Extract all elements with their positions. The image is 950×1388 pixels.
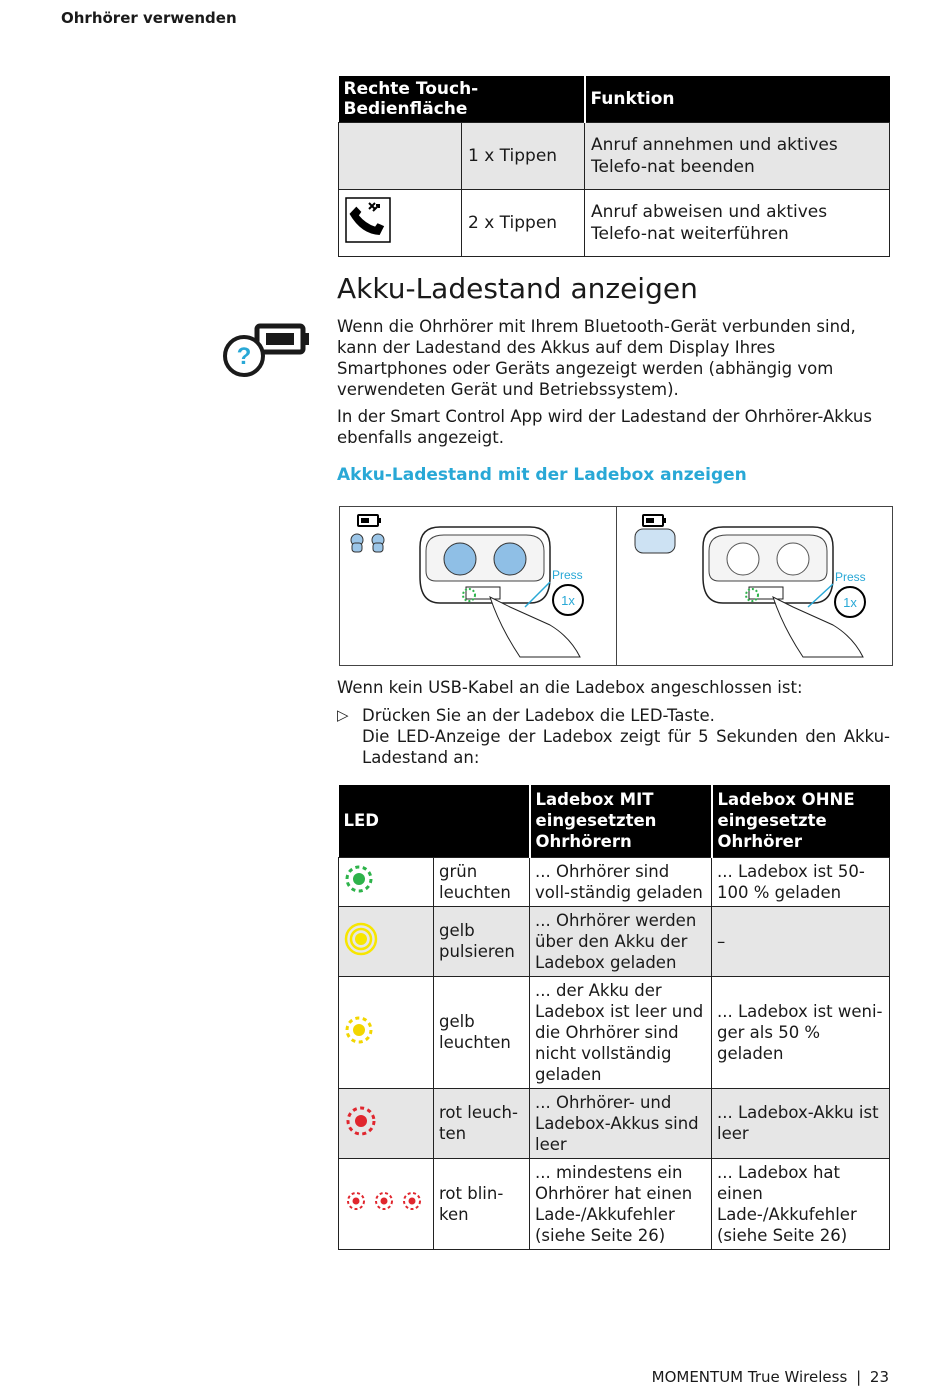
led-state-cell: gelb pulsieren bbox=[434, 906, 530, 976]
table-row bbox=[339, 906, 890, 976]
led-icon-cell bbox=[339, 906, 434, 976]
table-row bbox=[339, 1158, 890, 1249]
svg-text:1x: 1x bbox=[843, 595, 857, 610]
paragraph: In der Smart Control App wird der Ladestand der Ohrhörer-Akkus ebenfalls angezeigt. bbox=[337, 407, 872, 447]
function-cell: Anruf annehmen und aktives Telefo-nat beenden bbox=[585, 123, 890, 190]
page-number: 23 bbox=[869, 1368, 889, 1386]
led-state-cell: gelb leuchten bbox=[434, 976, 530, 1088]
section-title: Akku-Ladestand anzeigen bbox=[337, 272, 698, 305]
led-state-cell: rot leuch-ten bbox=[434, 1088, 530, 1158]
with-earbuds-cell: ... mindestens ein Ohrhörer hat einen Lade-/Akkufehler (siehe Seite 26) bbox=[530, 1158, 712, 1249]
led-icon-cell bbox=[339, 1158, 434, 1249]
led-icon-cell bbox=[339, 1088, 434, 1158]
table-row bbox=[339, 976, 890, 1088]
step-instruction: Drücken Sie an der Ladebox die LED-Taste. bbox=[362, 706, 715, 725]
led-yellow-pulse-icon bbox=[344, 922, 378, 956]
call-reject-icon bbox=[345, 197, 391, 243]
function-cell: Anruf abweisen und aktives Telefo-nat weiterführen bbox=[585, 190, 890, 257]
step-result: Die LED-Anzeige der Ladebox zeigt für 5 Sekunden den Akku-Ladestand an: bbox=[362, 727, 890, 767]
product-name: MOMENTUM True Wireless bbox=[651, 1368, 848, 1386]
with-earbuds-cell: ... der Akku der Ladebox ist leer und die Ohrhörer sind nicht vollständig geladen bbox=[530, 976, 712, 1088]
led-yellow-icon bbox=[344, 1015, 374, 1045]
table-row bbox=[339, 1088, 890, 1158]
svg-text:Press: Press bbox=[835, 570, 866, 584]
led-icon-cell bbox=[339, 976, 434, 1088]
table-row bbox=[339, 190, 890, 257]
running-header: Ohrhörer verwenden bbox=[61, 9, 237, 27]
case-empty-illustration bbox=[617, 507, 892, 665]
led-state-cell: grün leuchten bbox=[434, 857, 530, 906]
table-header-touch: Rechte Touch-Bedienfläche bbox=[339, 76, 585, 123]
svg-text:?: ? bbox=[236, 343, 252, 370]
gesture-cell: 2 x Tippen bbox=[462, 190, 585, 257]
with-earbuds-cell: ... Ohrhörer werden über den Akku der Ladebox geladen bbox=[530, 906, 712, 976]
led-green-icon bbox=[344, 864, 374, 894]
paragraph: Wenn kein USB-Kabel an die Ladebox angeschlossen ist: bbox=[337, 678, 803, 697]
subsection-title: Akku-Ladestand mit der Ladebox anzeigen bbox=[337, 465, 747, 485]
led-state-cell: rot blin-ken bbox=[434, 1158, 530, 1249]
icon-cell bbox=[339, 190, 462, 257]
page-footer bbox=[652, 1368, 889, 1386]
without-earbuds-cell: – bbox=[712, 906, 890, 976]
charging-case-figure bbox=[339, 506, 893, 666]
svg-text:1x: 1x bbox=[561, 593, 575, 608]
table-row bbox=[339, 857, 890, 906]
table-header-with: Ladebox MIT eingesetzten Ohrhörern bbox=[530, 785, 712, 857]
without-earbuds-cell: ... Ladebox ist weni-ger als 50 % geladen bbox=[712, 976, 890, 1088]
paragraph: Wenn die Ohrhörer mit Ihrem Bluetooth-Gerät verbunden sind, kann der Ladestand des Akkus auf dem Display Ihres Smartphones oder Geräts angezeigt werden (abhängig vom verwendeten Gerät und Betriebssystem). bbox=[337, 317, 856, 399]
without-earbuds-cell: ... Ladebox-Akku ist leer bbox=[712, 1088, 890, 1158]
without-earbuds-cell: ... Ladebox hat einen Lade-/Akkufehler (siehe Seite 26) bbox=[712, 1158, 890, 1249]
with-earbuds-cell: ... Ohrhörer sind voll-ständig geladen bbox=[530, 857, 712, 906]
table-header-without: Ladebox OHNE eingesetzte Ohrhörer bbox=[712, 785, 890, 857]
led-icon-cell bbox=[339, 857, 434, 906]
icon-cell bbox=[339, 123, 462, 190]
step-marker: ▷ bbox=[337, 706, 349, 724]
led-red-blink-icon bbox=[344, 1189, 424, 1213]
battery-help-icon bbox=[222, 322, 312, 378]
press-label: Press bbox=[552, 568, 583, 582]
gesture-cell: 1 x Tippen bbox=[462, 123, 585, 190]
touch-control-table bbox=[338, 76, 890, 257]
case-with-earbuds-illustration bbox=[340, 507, 616, 665]
without-earbuds-cell: ... Ladebox ist 50-100 % geladen bbox=[712, 857, 890, 906]
footer-separator: | bbox=[856, 1368, 862, 1386]
with-earbuds-cell: ... Ohrhörer- und Ladebox-Akkus sind leer bbox=[530, 1088, 712, 1158]
led-red-icon bbox=[344, 1104, 378, 1138]
table-header-led: LED bbox=[339, 785, 530, 857]
table-row bbox=[339, 123, 890, 190]
led-status-table bbox=[338, 785, 890, 1250]
table-header-function: Funktion bbox=[585, 76, 890, 123]
